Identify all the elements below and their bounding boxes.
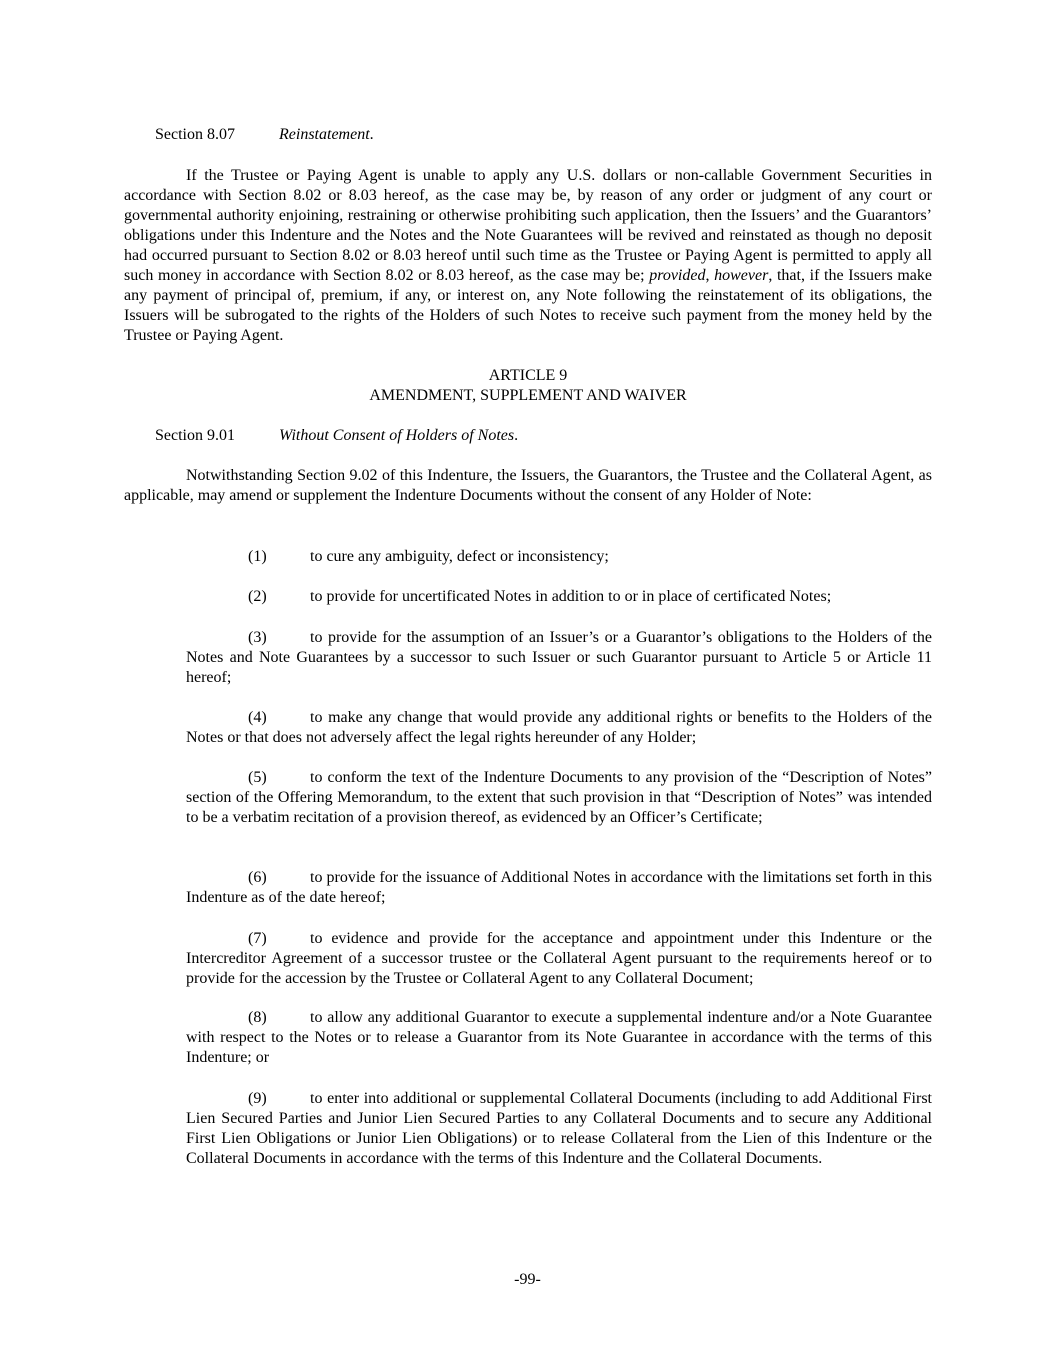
item-text: to provide for the issuance of Additional Notes in accordance with the limitations set forth in this Indenture as of the date hereof; bbox=[186, 869, 932, 906]
item-number: (9) bbox=[248, 1090, 267, 1107]
item-text: to make any change that would provide any additional rights or benefits to the Holders of the Notes or that does not adversely affect the legal rights hereunder of any Holder; bbox=[186, 709, 932, 746]
without-consent-paragraph: Notwithstanding Section 9.02 of this Indenture, the Issuers, the Guarantors, the Trustee and the Collateral Agent, as applicable, may amend or supplement the Indenture Documents without the consent of any Holder of Note: bbox=[124, 467, 932, 504]
list-item bbox=[186, 708, 932, 748]
section-number: Section 9.01 bbox=[155, 427, 235, 444]
item-text: to provide for the assumption of an Issuer’s or a Guarantor’s obligations to the Holders of the Notes and Note Guarantees by a successor to such Issuer or such Guarantor pursuant to Article 5 or Article 11 hereof; bbox=[186, 629, 932, 686]
section-title-period: . bbox=[514, 427, 519, 444]
item-text: to conform the text of the Indenture Documents to any provision of the “Description of Notes” section of the Offering Memorandum, to the extent that such provision in that “Description of Notes” was intended to be a verbatim recitation of a provision thereof, as evidenced by an Officer’s Certificate; bbox=[186, 769, 932, 826]
list-item bbox=[186, 1008, 932, 1068]
list-item bbox=[186, 929, 932, 989]
list-item bbox=[186, 1089, 932, 1169]
article-number: ARTICLE 9 bbox=[488, 367, 568, 384]
item-number: (5) bbox=[248, 769, 267, 786]
page-number: -99- bbox=[514, 1271, 541, 1288]
section-title: Reinstatement bbox=[279, 126, 370, 143]
item-text: to allow any additional Guarantor to execute a supplemental indenture and/or a Note Guarantee with respect to the Notes or to release a Guarantor from its Note Guarantee in accordance with the terms of this Indenture; or bbox=[186, 1009, 932, 1066]
item-number: (8) bbox=[248, 1009, 267, 1026]
section-number: Section 8.07 bbox=[155, 126, 235, 143]
reinstatement-text-part1: If the Trustee or Paying Agent is unable to apply any U.S. dollars or non-callable Government Securities in accordance with Section 8.02 or 8.03 hereof, as the case may be, by reason of any order or judgment of any court or governmental authority enjoining, restraining or otherwise prohibiting such application, then the Issuers’ and the Guarantors’ obligations under this Indenture and the Notes and the Note Guarantees will be revived and reinstated as though no deposit had occurred pursuant to Section 8.02 or 8.03 hereof until such time as the Trustee or Paying Agent is permitted to apply all such money in accordance with Section 8.02 or 8.03 hereof, as the case may be; bbox=[124, 167, 932, 284]
section-title-period: . bbox=[369, 126, 374, 143]
article-title: AMENDMENT, SUPPLEMENT AND WAIVER bbox=[369, 387, 687, 404]
list-item bbox=[186, 547, 932, 567]
item-text: to provide for uncertificated Notes in addition to or in place of certificated Notes; bbox=[310, 588, 832, 605]
section-9-01-heading bbox=[155, 426, 518, 446]
list-item bbox=[186, 768, 932, 828]
list-item bbox=[186, 628, 932, 688]
reinstatement-paragraph bbox=[124, 166, 932, 346]
reinstatement-comma: , bbox=[705, 267, 715, 284]
section-8-07-heading bbox=[155, 125, 374, 145]
item-number: (7) bbox=[248, 930, 267, 947]
item-number: (6) bbox=[248, 869, 267, 886]
item-text: to cure any ambiguity, defect or inconsistency; bbox=[310, 548, 609, 565]
section-title: Without Consent of Holders of Notes bbox=[279, 427, 515, 444]
list-item bbox=[186, 587, 932, 607]
item-number: (2) bbox=[248, 588, 267, 605]
item-number: (4) bbox=[248, 709, 267, 726]
item-text: to enter into additional or supplemental Collateral Documents (including to add Additional First Lien Secured Parties and Junior Lien Secured Parties to any Collateral Documents and to secure any Additional First Lien Obligations or Junior Lien Obligations) or to release Collateral from the Lien of this Indenture or the Collateral Documents in accordance with the terms of this Indenture and the Collateral Documents. bbox=[186, 1090, 932, 1167]
item-number: (3) bbox=[248, 629, 267, 646]
provided-term: provided bbox=[649, 267, 706, 284]
list-item bbox=[186, 868, 932, 908]
reinstatement-text-part2: , that, if the Issuers make any payment of principal of, premium, if any, or interest on, any Note following the reinstatement of its obligations, the Issuers will be subrogated to the rights of the Holders of such Notes to receive such payment from the money held by the Trustee or Paying Agent. bbox=[124, 267, 932, 344]
item-number: (1) bbox=[248, 548, 267, 565]
item-text: to evidence and provide for the acceptance and appointment under this Indenture or the Intercreditor Agreement of a successor trustee or the Collateral Agent pursuant to the requirements hereof or to provide for the accession by the Trustee or Collateral Agent to any Collateral Document; bbox=[186, 930, 932, 987]
however-term: however bbox=[714, 267, 769, 284]
